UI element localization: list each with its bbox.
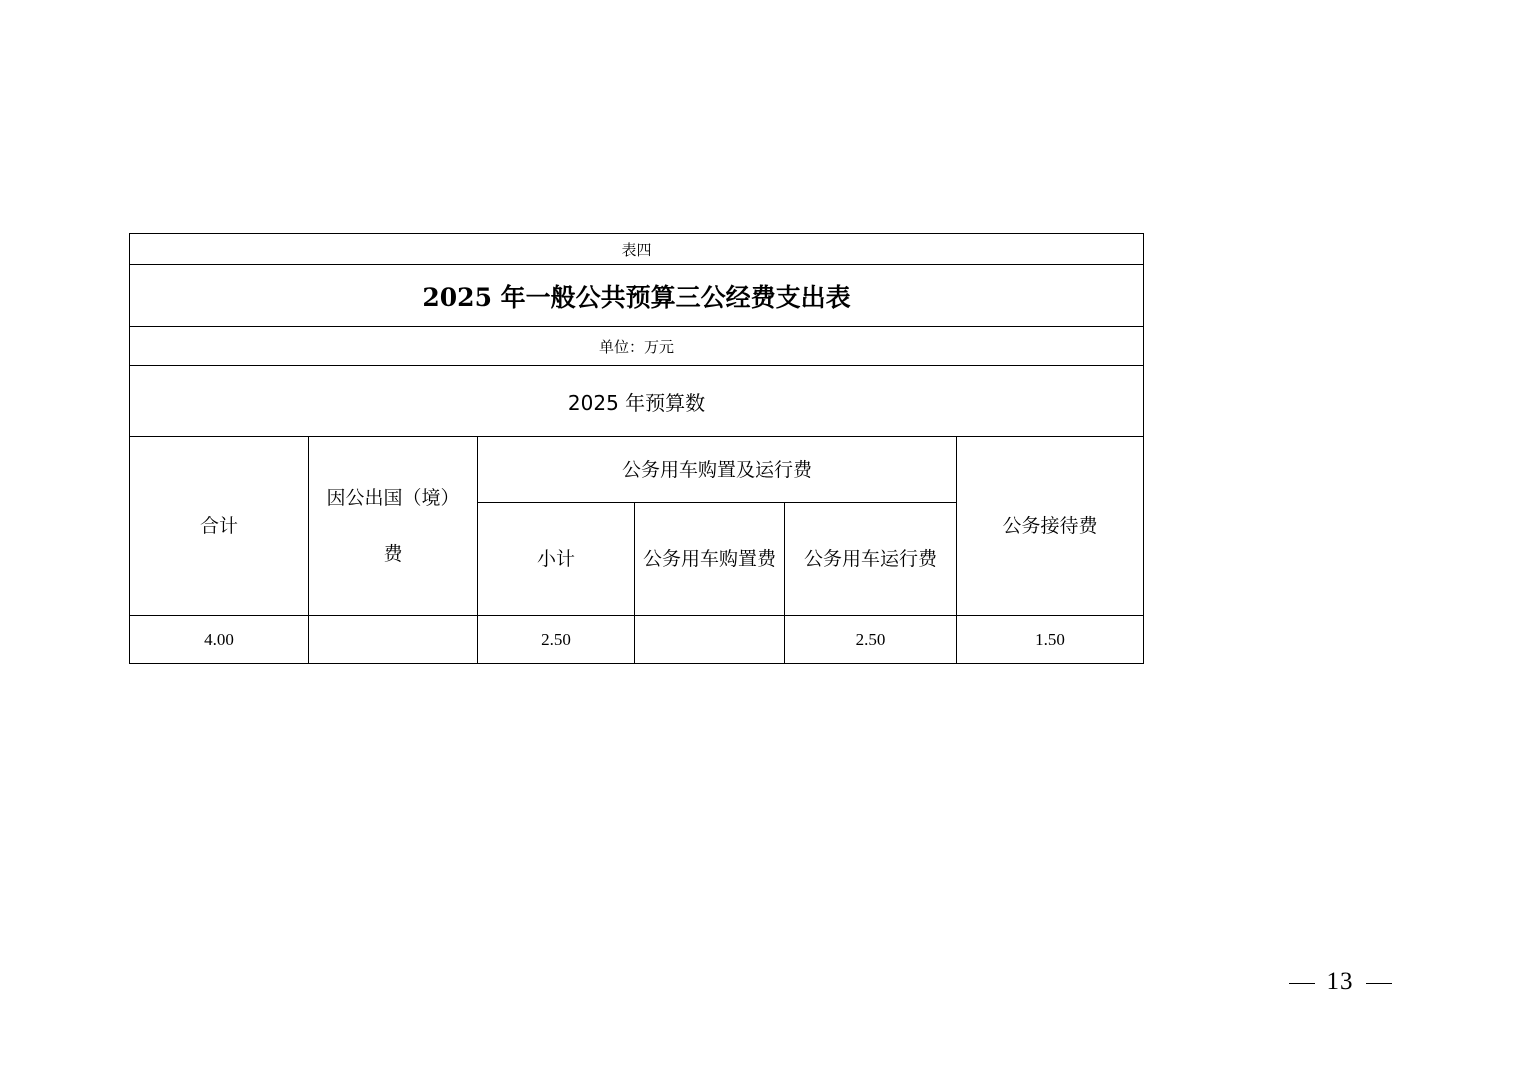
value-reception: 1.50 [957,616,1144,664]
table-title: 2025 年一般公共预算三公经费支出表 [130,265,1144,327]
header-vehicle-group: 公务用车购置及运行费 [478,437,957,503]
header-reception: 公务接待费 [957,437,1144,616]
unit-label: 单位：万元 [130,327,1144,366]
budget-table [129,233,1144,664]
header-vehicle-subtotal: 小计 [478,503,635,616]
header-vehicle-purchase: 公务用车购置费 [635,503,785,616]
page-number [1270,968,1410,996]
value-vehicle-purchase [635,616,785,664]
value-total: 4.00 [130,616,309,664]
value-vehicle-subtotal: 2.50 [478,616,635,664]
page-number-text: 13 [1326,968,1354,995]
year-header: 2025 年预算数 [130,366,1144,437]
dash-right [1366,983,1392,984]
dash-left [1289,983,1315,984]
value-abroad [309,616,478,664]
value-vehicle-operation: 2.50 [785,616,957,664]
table-label: 表四 [130,234,1144,265]
header-abroad: 因公出国（境）费 [309,437,478,616]
header-vehicle-operation: 公务用车运行费 [785,503,957,616]
header-total: 合计 [130,437,309,616]
